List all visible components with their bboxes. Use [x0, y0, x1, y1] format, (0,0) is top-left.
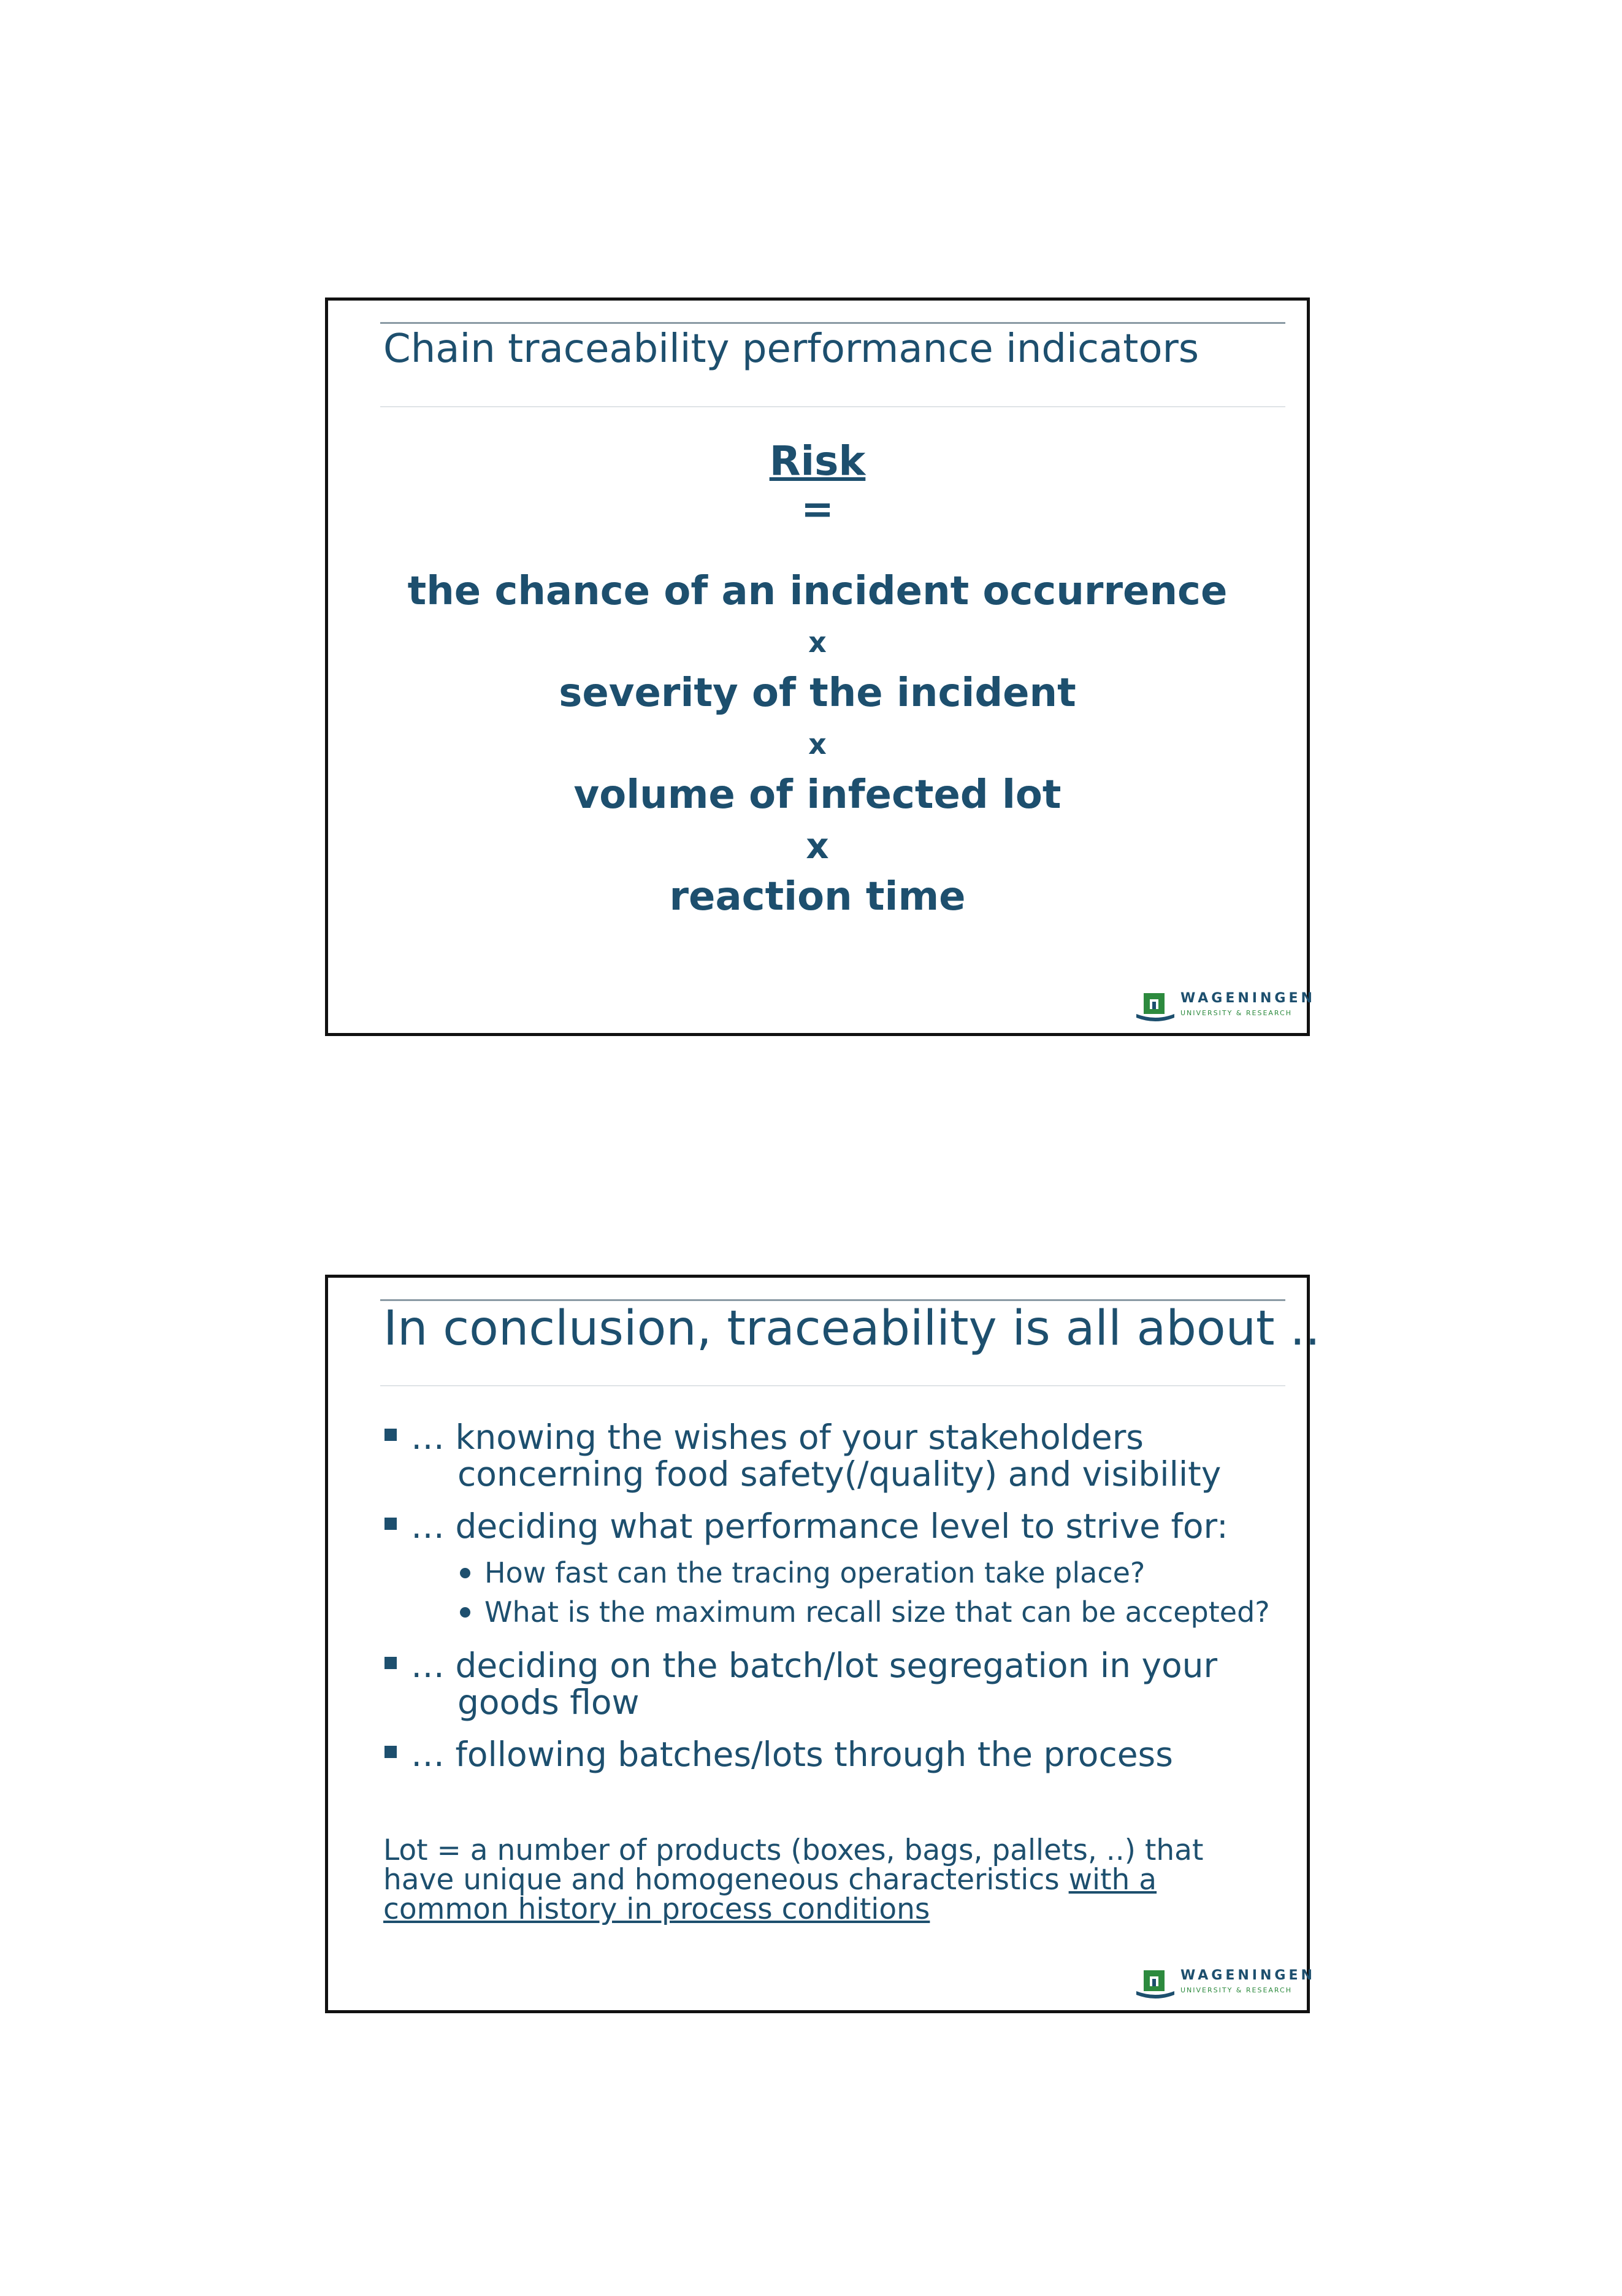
conclusion-bullets — [383, 1419, 1282, 1788]
formula-term-severity: severity of the incident — [559, 670, 1076, 716]
logo-wordmark: WAGENINGEN — [1180, 991, 1315, 1006]
logo-subtitle: UNIVERSITY & RESEARCH — [1180, 1009, 1292, 1017]
lot-definition-underlined: with a common history in process conditions — [383, 1863, 1157, 1926]
bullet-text: … deciding what performance level to strive for: — [411, 1507, 1228, 1546]
bullet-text: … knowing the wishes of your stakeholders — [411, 1418, 1144, 1457]
logo-wordmark: WAGENINGEN — [1180, 1968, 1315, 1983]
bullet-text: … following batches/lots through the process — [411, 1735, 1173, 1774]
wageningen-emblem-icon — [1135, 1967, 1176, 1998]
list-item — [383, 1736, 1282, 1773]
formula-term-reaction: reaction time — [669, 874, 966, 920]
slide-conclusion — [325, 1275, 1320, 2013]
formula-multiply-1: x — [808, 626, 827, 659]
bullet-text-continued: concerning food safety(/quality) and visibility — [457, 1454, 1222, 1494]
sub-bullets — [411, 1553, 1282, 1632]
title-top-rule — [380, 322, 1285, 324]
formula-term-volume: volume of infected lot — [573, 772, 1062, 818]
lot-definition-text: Lot = a number of products (boxes, bags, pallets, ..) that have unique and homogeneous characteristics — [383, 1833, 1204, 1897]
bullet-text-continued: goods flow — [457, 1683, 640, 1722]
sub-list-item — [411, 1592, 1282, 1632]
list-item — [383, 1419, 1282, 1492]
formula-lhs: Risk — [769, 437, 866, 485]
wageningen-emblem-icon — [1135, 989, 1176, 1021]
sub-bullet-text: How fast can the tracing operation take place? — [484, 1556, 1146, 1589]
square-bullet-icon — [384, 1657, 397, 1669]
round-bullet-icon — [460, 1568, 470, 1578]
slide-chain-traceability — [325, 298, 1315, 1036]
logo-subtitle: UNIVERSITY & RESEARCH — [1180, 1986, 1292, 1994]
wageningen-logo — [1135, 988, 1315, 1024]
slide-title: In conclusion, traceability is all about .. — [383, 1301, 1320, 1356]
round-bullet-icon — [460, 1607, 470, 1618]
list-item — [383, 1508, 1282, 1632]
risk-formula — [328, 436, 1307, 924]
square-bullet-icon — [384, 1746, 397, 1758]
list-item — [383, 1647, 1282, 1721]
square-bullet-icon — [384, 1518, 397, 1530]
formula-multiply-3: x — [806, 825, 829, 867]
slide-title: Chain traceability performance indicators — [383, 326, 1199, 372]
title-bottom-rule — [380, 406, 1285, 407]
lot-definition — [383, 1833, 1282, 1926]
title-bottom-rule — [380, 1385, 1285, 1386]
bullet-text: … deciding on the batch/lot segregation in your — [411, 1646, 1218, 1685]
square-bullet-icon — [384, 1429, 397, 1441]
wageningen-logo — [1135, 1965, 1315, 2001]
formula-equals: = — [801, 487, 834, 532]
sub-bullet-text: What is the maximum recall size that can be accepted? — [484, 1595, 1270, 1629]
formula-term-chance: the chance of an incident occurrence — [407, 569, 1228, 614]
sub-list-item — [411, 1553, 1282, 1592]
formula-multiply-2: x — [808, 728, 827, 761]
